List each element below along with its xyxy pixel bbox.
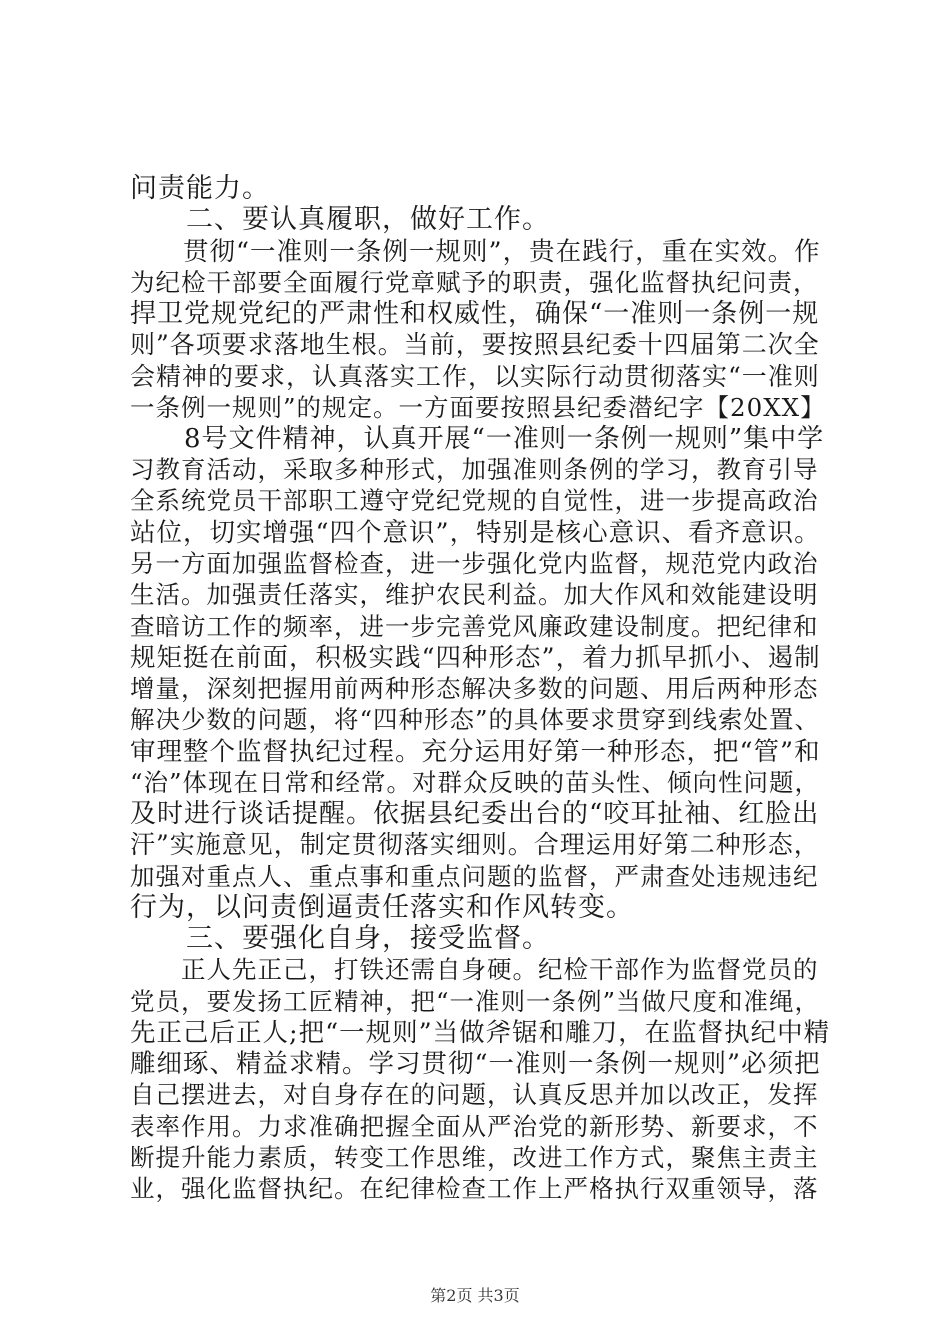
text-line: 另一方面加强监督检查，进一步强化党内监督，规范党内政治 (130, 549, 819, 578)
text-line: 全系统党员干部职工遵守党纪党规的自觉性，进一步提高政治 (130, 486, 819, 515)
text-line: 正人先正己，打铁还需自身硬。纪检干部作为监督党员的 (130, 955, 819, 984)
text-line: 解决少数的问题，将“四种形态”的具体要求贯穿到线索处置、 (130, 705, 821, 734)
text-line: 一条例一规则”的规定。一方面要按照县纪委潜纪字【20XX】 (130, 393, 826, 422)
text-line: 为纪检干部要全面履行党章赋予的职责，强化监督执纪问责， (130, 268, 819, 297)
text-line: 贯彻“一准则一条例一规则”，贵在践行，重在实效。作 (130, 237, 821, 267)
text-line: 断提升能力素质，转变工作思维，改进工作方式，聚焦主责主 (130, 1143, 819, 1172)
section-heading: 二、要认真履职，做好工作。 (130, 204, 550, 235)
text-line: 雕细琢、精益求精。学习贯彻“一准则一条例一规则”必须把 (130, 1049, 821, 1079)
text-line: 习教育活动，采取多种形式，加强准则条例的学习，教育引导 (130, 455, 819, 484)
text-line: 查暗访工作的频率，进一步完善党风廉政建设制度。把纪律和 (130, 612, 819, 641)
text-line: 会精神的要求，认真落实工作，以实际行动贯彻落实“一准则 (130, 362, 820, 391)
text-line: “治”体现在日常和经常。对群众反映的苗头性、倾向性问题， (130, 768, 821, 797)
text-line: 党员，要发扬工匠精神，把“一准则一条例”当做尺度和准绳， (130, 987, 821, 1016)
text-line: 业，强化监督执纪。在纪律检查工作上严格执行双重领导，落 (130, 1174, 819, 1203)
text-line: 行为，以问责倒逼责任落实和作风转变。 (130, 892, 634, 923)
text-line: 站位，切实增强“四个意识”，特别是核心意识、看齐意识。 (130, 518, 821, 548)
text-line: 加强对重点人、重点事和重点问题的监督，严肃查处违规违纪 (130, 862, 819, 891)
page-footer: 第2页 共3页 (430, 1286, 520, 1305)
text-line: 生活。加强责任落实，维护农民利益。加大作风和效能建设明 (130, 580, 819, 609)
text-line: 汗”实施意见，制定贯彻落实细则。合理运用好第二种形态， (130, 830, 820, 859)
section-heading: 三、要强化自身，接受监督。 (130, 923, 550, 954)
text-line: 及时进行谈话提醒。依据县纪委出台的“咬耳扯袖、红脸出 (130, 799, 820, 829)
text-line: 捍卫党规党纪的严肃性和权威性，确保“一准则一条例一规 (130, 299, 820, 329)
text-line: 8号文件精神，认真开展“一准则一条例一规则”集中学 (130, 424, 825, 454)
text-line: 自己摆进去，对自身存在的问题，认真反思并加以改正，发挥 (130, 1080, 819, 1109)
text-line: 问责能力。 (130, 173, 270, 204)
text-line: 增量，深刻把握用前两种形态解决多数的问题、用后两种形态 (130, 674, 819, 703)
text-line: 审理整个监督执纪过程。充分运用好第一种形态，把“管”和 (130, 737, 821, 767)
text-line: 则”各项要求落地生根。当前，要按照县纪委十四届第二次全 (130, 330, 820, 359)
text-line: 先正己后正人;把“一规则”当做斧锯和雕刀，在监督执纪中精 (130, 1018, 831, 1048)
text-line: 规矩挺在前面，积极实践“四种形态”，着力抓早抓小、遏制 (130, 643, 821, 673)
text-line: 表率作用。力求准确把握全面从严治党的新形势、新要求，不 (130, 1112, 819, 1141)
